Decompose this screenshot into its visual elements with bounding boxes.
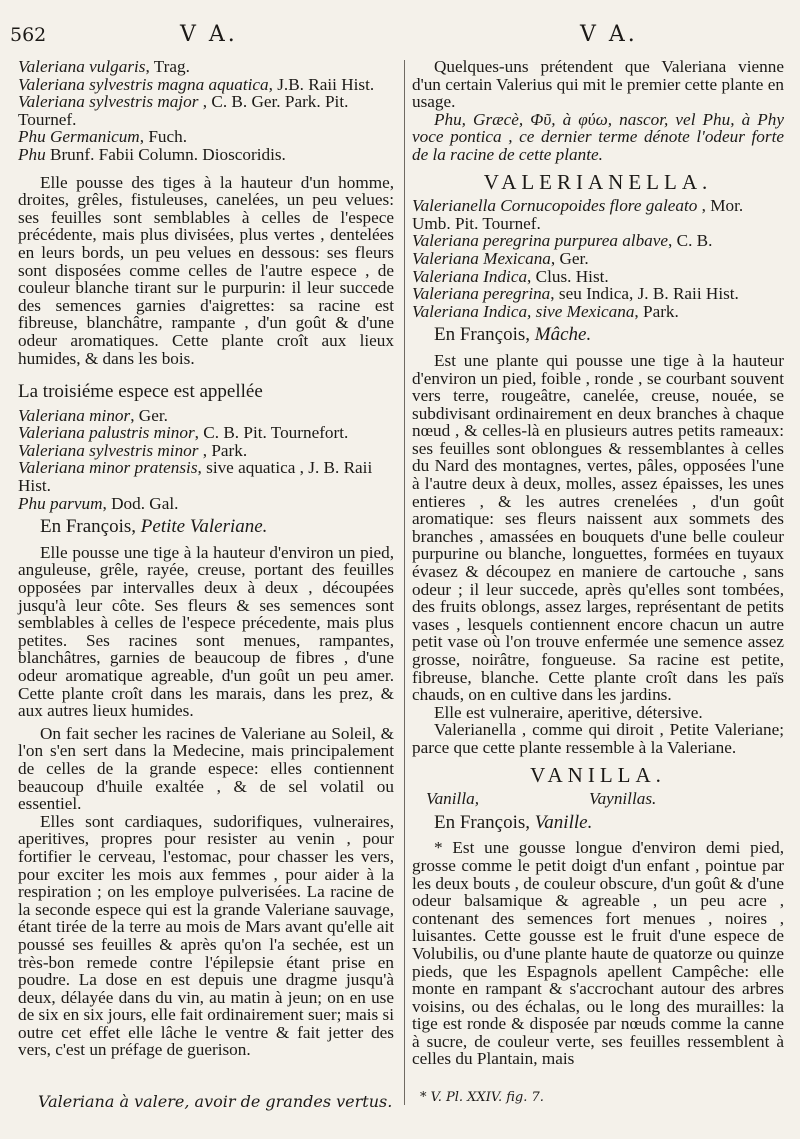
body-paragraph: Valerianella , comme qui diroit , Petite Valeriane; parce que cette plante ressemble à la Valeriane. xyxy=(412,720,784,757)
synonym-entry: Valeriana sylvestris major , C. B. Ger. Park. Pit. Tournef. xyxy=(18,92,349,129)
synonym-entry: Phu parvum, Dod. Gal. xyxy=(18,493,179,513)
french-name: En François, Mâche. xyxy=(434,324,592,346)
greek-etymology-note: Phu, Græcè, Φῦ, à φύω, nascor, vel Phu, à Phy voce pontica , ce dernier terme dénote l'odeur forte de la racine de cette plante. xyxy=(412,109,784,164)
body-paragraph: Quelques-uns prétendent que Valeriana vienne d'un certain Valerius qui mit le premier cette plante en usage. xyxy=(412,57,784,112)
body-paragraph: Elle pousse des tiges à la hauteur d'un homme, droites, grêles, fistuleuses, canelées, un peu velues: ses feuilles sont semblables à celles de l'espece précédente, mais plus divisées, plus vertes , dentelées en leurs bords, un peu velues en dessous: ses fleurs sont disposées comme celles de l'autre espece , de couleur blanche tirant sur le purpurin: il leur succede des semences garnies d'aigrettes: sa racine est fibreuse, blanchâtre, rampante , d'un goût & d'une odeur aromatiques. Cette plante croît aux lieux humides, & dans les bois. xyxy=(18,172,394,368)
running-head-right: V A. xyxy=(580,22,638,47)
synonym-entry: Valeriana Indica, Clus. Hist. xyxy=(412,266,609,286)
body-paragraph: Est une plante qui pousse une tige à la hauteur d'environ un pied, foible , ronde , se courbant souvent vers terre, rougeâtre, canelée, creuse, nouée, se subdivisant ordinairement en deux branches à chaque nœud , & celles-là en plusieurs autres petits rameaux: ses feuilles sont oblongues & ressemblantes à celles du Nard des montagnes, vertes, pâles, opposées l'une à l'autre deux à deux, molles, assez épaisses, les unes entieres , & les autres crenelées , d'un goût aromatique: ses fleurs naissent aux sommets des branches , amassées en bouquets d'une belle couleur purpurine ou blanche, longuettes, formées en tuyaux évasez & découpez en maniere de cartouche , sans odeur ; il leur succede, après qu'elles sont tombées, des fruits oblongs, assez larges, représentant de petits vases , lesquels contiennent encore chacun un autre petit vase où l'on trouve enfermée une semence assez grosse, noirâtre, fongueuse. Sa racine est petite, fibreuse, blanche. Cette plante croît dans les païs chauds, on en cultive dans les jardins. xyxy=(412,350,784,705)
synonym-entry: Phu Germanicum, Fuch. xyxy=(18,127,187,147)
synonym-entry: Valeriana palustris minor, C. B. Pit. Tournefort. xyxy=(18,423,349,443)
synonym-entry: Valeriana peregrina, seu Indica, J. B. Raii Hist. xyxy=(412,284,739,304)
synonym-list xyxy=(412,197,784,320)
synonym-entry: Valeriana minor pratensis, sive aquatica , J. B. Raii Hist. xyxy=(18,458,373,496)
section-subheading: La troisiéme espece est appellée xyxy=(18,381,263,403)
etymology-line: Valeriana à valere, avoir de grandes vertus. xyxy=(38,1092,393,1111)
french-name: En François, Vanille. xyxy=(434,811,593,833)
column-divider xyxy=(404,60,405,1105)
entry-heading: VALERIANELLA. xyxy=(483,169,713,194)
synonym-entry: Phu Brunf. Fabii Column. Dioscoridis. xyxy=(18,144,286,164)
synonym-entry: Valeriana sylvestris magna aquatica, J.B. Raii Hist. xyxy=(18,74,375,94)
left-column xyxy=(18,58,394,1059)
synonym-entry: Valeriana minor, Ger. xyxy=(18,405,168,425)
synonym-entry: Valeriana peregrina purpurea albave, C. B. xyxy=(412,231,713,251)
running-head-left: V A. xyxy=(180,22,238,47)
synonym-entry: Valerianella Cornucopoides flore galeato , Mor. Umb. Pit. Tournef. xyxy=(412,196,744,233)
synonym-list xyxy=(18,58,394,164)
synonym-entry: Valeriana Indica, sive Mexicana, Park. xyxy=(412,301,679,321)
synonym-entry: Valeriana sylvestris minor , Park. xyxy=(18,440,248,460)
page-header xyxy=(0,22,800,52)
synonym-entry: Valeriana Mexicana, Ger. xyxy=(412,248,589,268)
body-paragraph: Elle pousse une tige à la hauteur d'environ un pied, anguleuse, grêle, rayée, creuse, portant des feuilles opposées par intervalles deux à deux , découpées jusqu'à leur côte. Ses fleurs & ses semences sont semblables à celles de l'espece précedente, mais plus petites. Ses racines sont menues, rampantes, blanchâtres, garnies de beaucoup de fibres , d'une odeur aromatique agreable, d'un goût un peu amer. Cette plante croît dans les marais, dans les prez, & aux autres lieux humides. xyxy=(18,542,394,721)
page-number: 562 xyxy=(10,24,47,46)
entry-heading: VANILLA. xyxy=(530,762,666,787)
body-paragraph: On fait secher les racines de Valeriane au Soleil, & l'on s'en sert dans la Medecine, mais principalement de celles de la grande espece: elles contiennent beaucoup d'huile exaltée , & de sel volatil ou essentiel. xyxy=(18,723,394,814)
synonym-entry: Valeriana vulgaris, Trag. xyxy=(18,57,190,76)
french-name: En François, Petite Valeriane. xyxy=(40,516,268,538)
footnote: * V. Pl. XXIV. fig. 7. xyxy=(420,1090,544,1105)
synonym-list xyxy=(18,407,394,513)
right-column xyxy=(412,58,784,1068)
body-paragraph: * Est une gousse longue d'environ demi pied, grosse comme le petit doigt d'un enfant , pointue par les deux bouts , de couleur obscure, d'un goût & d'une odeur balsamique & agreable , un peu acre , contenant des semences fort menues , noires , luisantes. Cette gousse est le fruit d'une espece de Volubilis, ou d'une plante haute de quatorze ou quinze pieds, que les Espagnols apellent Campêche: elle monte en rampant & s'accrochant autour des arbres voisins, ou des échalas, ou le long des murailles: la tige est ronde & disposée par nœuds comme la canne à sucre, de couleur verte, ses feuilles ressemblent à celles du Plantain, mais xyxy=(412,838,784,1069)
body-paragraph: Elle est vulneraire, aperitive, détersive. xyxy=(434,702,703,722)
body-paragraph: Elles sont cardiaques, sudorifiques, vulneraires, aperitives, propres pour resister au venin , pour fortifier le cerveau, l'estomac, pour chasser les vers, pour exciter les mois aux femmes , pour aider à la respiration ; on les employe pulverisées. La racine de la seconde espece qui est la grande Valeriane sauvage, étant tirée de la terre au mois de Mars avant qu'elle ait poussé ses feuilles & après qu'on l'a sechée, est un très-bon remede contre l'épilepsie étant prise en poudre. La dose en est depuis une dragme jusqu'à deux, délayée dans du vin, au matin à jeun; on en use de six en six jours, elle fait ordinairement suer; mais si outre cet effet elle lâche le ventre & fait jetter des vers, c'est un préfage de guerison. xyxy=(18,811,394,1060)
synonym-entry: Vanilla, Vaynillas. xyxy=(426,789,657,809)
